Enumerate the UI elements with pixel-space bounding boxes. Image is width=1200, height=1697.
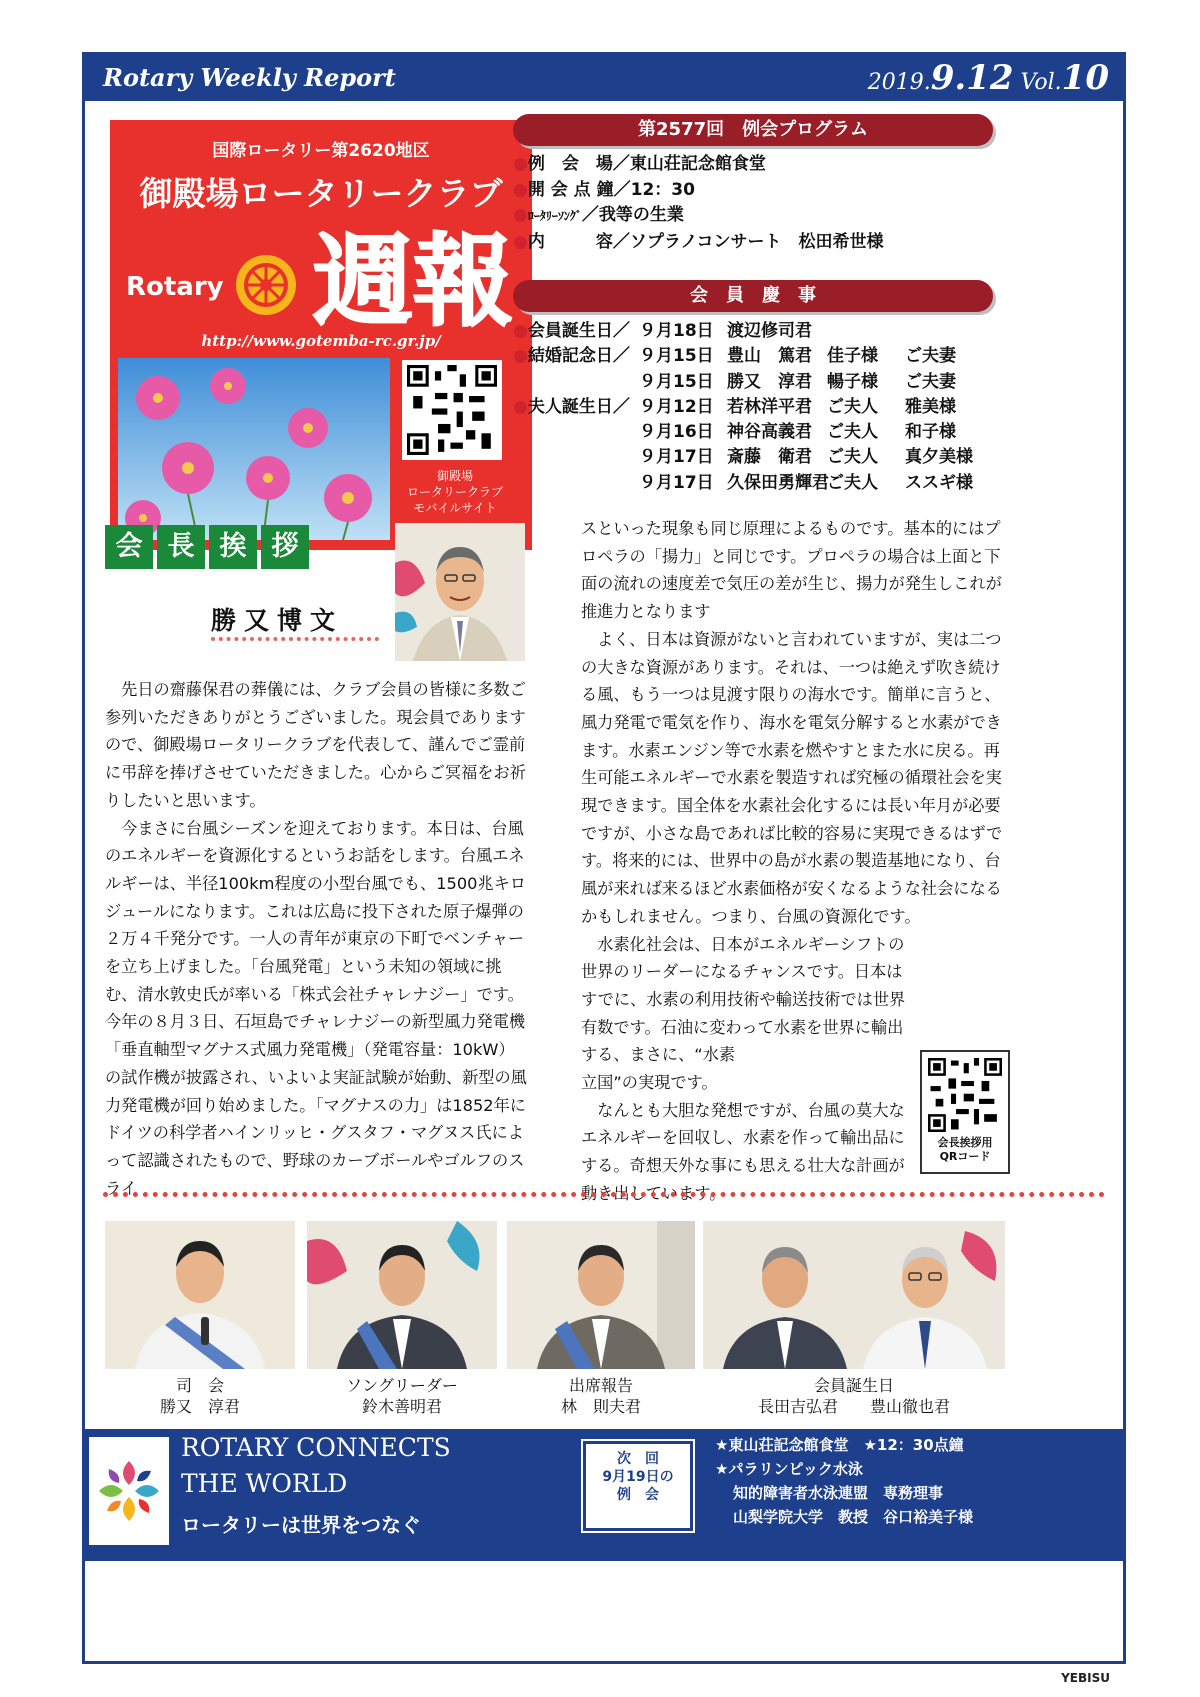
meeting-photos xyxy=(105,1221,1107,1369)
dotted-divider xyxy=(103,1192,1105,1197)
vol-label: Vol. xyxy=(1013,70,1062,95)
celebrations-title: 会 員 慶 事 xyxy=(513,280,993,312)
theme-line-1: ROTARY CONNECTS xyxy=(181,1433,451,1462)
footer xyxy=(85,1429,1123,1561)
mobile-site-qr xyxy=(402,360,502,460)
club-url[interactable]: http://www.gotemba-rc.gr.jp/ xyxy=(201,332,441,350)
president-name: 勝又博文 xyxy=(211,606,344,635)
shuho-text: 週報 xyxy=(313,222,513,330)
club-name: 御殿場ロータリークラブ xyxy=(139,174,503,213)
dotted-divider xyxy=(211,637,379,641)
theme-line-3: ロータリーは世界をつなぐ xyxy=(181,1513,421,1537)
photo-caption: 出席報告 林 則夫君 xyxy=(560,1376,641,1416)
celebration-row: ９月16日 神谷高義君 ご夫人 和子様 xyxy=(639,422,956,443)
program-row: ●開 会 点 鐘／12：30 xyxy=(513,179,695,200)
photo-attendance-report xyxy=(507,1221,695,1369)
cosmos-photo xyxy=(118,358,390,540)
theme-line-2: THE WORLD xyxy=(181,1469,348,1498)
brand-title: Rotary Weekly Report xyxy=(103,63,396,92)
next-meeting-box: 次 回 9月19日の 例 会 xyxy=(583,1441,693,1531)
photo-song-leader xyxy=(307,1221,497,1369)
masthead xyxy=(110,120,532,550)
president-text-column-1: 先日の齋藤保君の葬儀には、クラブ会員の皆様に多数ご参列いただきありがとうございました。現会員でありますので、御殿場ロータリークラブを代表して、謹んでご霊前に弔辞を捧げさせていただきました。心からご冥福をお祈りしたいと思います。 今まさに台風シーズンを迎えております。本日は、台風のエネルギーを資源化するというお話をします。台風エネルギーは、半径100km程度の小型台風でも、1500兆キロジュールになります。これは広島に投下された原子爆弾の２万４千発分です。一人の青年が東京の下町でベンチャーを立ち上げました。「台風発電」という未知の領域に挑む、清水敦史氏が率いる「株式会社チャレナジー」です。今年の８月３日、石垣島でチャレナジーの新型風力発電機「垂直軸型マグナス式風力発電機」（発電容量：10kW）の試作機が披露され、いよいよ実証試験が始動、新型の風力発電機が回り始めました。「マグナスの力」は1852年にドイツの科学者ハインリッヒ・グスタフ・マグヌス氏によって認識されたもので、野球のカーブボールやゴルフのスライ xyxy=(105,680,527,1198)
photo-caption: 会員誕生日 長田吉弘君 豊山徹也君 xyxy=(757,1376,950,1416)
program-row: ●ﾛｰﾀﾘｰｿﾝｸﾞ／我等の生業 xyxy=(513,205,684,225)
issue-year: 2019. xyxy=(867,70,931,95)
printer-mark: YEBISU xyxy=(1061,1671,1110,1685)
president-qr-caption: 会長挨拶用 QRコード xyxy=(937,1136,993,1164)
president-qr xyxy=(920,1050,1010,1174)
qr-caption: 御殿場 ロータリークラブ モバイルサイト xyxy=(406,469,503,516)
celebration-row: ●会員誕生日／ ９月18日 渡辺修司君 xyxy=(513,321,812,341)
president-text-column-2: スといった現象も同じ原理によるものです。基本的にはプロペラの「揚力」と同じです。プロペラの場合は上面と下面の流れの速度差で気圧の差が生じ、揚力が発生しこれが推進力となります よく、日本は資源がないと言われていますが、実は二つの大きな資源があります。それは、一つは絶えず吹き続ける風、もう一つは見渡す限りの海水です。簡単に言うと、風力発電で電気を作り、海水を電気分解すると水素ができます。水素エンジン等で水素を燃やすとまた水に戻る。再生可能エネルギーで水素を製造すれば究極の循環社会を実現できます。国全体を水素社会化するには長い年月が必要ですが、小さな島であれば比較的容易に実現できるはずです。将来的には、世界中の島が水素の製造基地になり、台風が来れば来るほど水素価格が安くなるような社会になるかもしれません。つまり、台風の資源化です。 水素化社会は、日本がエネルギーシフトの世界のリーダーになるチャンスです。日本はすでに、水素の利用技術や輸送技術では世界有数です。石油に変わって水素を世界に輸出する、まさに、“水素 立国”の実現です。 なんとも大胆な発想ですが、台風の莫大なエネルギーを回収し、水素を作って輸出品にする。奇想天外な事にも思える壮大な計画が動き出しています。 xyxy=(581,519,1003,1203)
header-bar xyxy=(85,55,1123,101)
photo-caption: ソングリーダー 鈴木善明君 xyxy=(346,1376,458,1416)
district-label: 国際ロータリー第2620地区 xyxy=(212,141,430,161)
rotary-wheel-icon xyxy=(233,252,299,318)
photo-emcee xyxy=(105,1221,295,1369)
celebration-row: ９月17日 久保田勇輝君 ご夫人 ススギ様 xyxy=(639,472,973,493)
shuho-title xyxy=(308,220,518,330)
photo-member-birthdays xyxy=(703,1221,1005,1369)
president-title: 会 長 挨 拶 xyxy=(105,525,309,569)
rotary-connects-logo xyxy=(89,1437,169,1545)
program-title: 第2577回 例会プログラム xyxy=(513,114,993,146)
celebration-row: ９月17日 斎藤 衛君 ご夫人 真夕美様 xyxy=(639,447,973,468)
celebration-row: ９月15日 勝又 淳君 暢子様 ご夫妻 xyxy=(639,371,956,392)
newsletter-page xyxy=(82,52,1126,1664)
vol-number: 10 xyxy=(1061,58,1109,98)
program-row: ●例 会 場／東山荘記念館食堂 xyxy=(513,154,766,174)
rotary-word: Rotary xyxy=(126,272,224,302)
program-list xyxy=(513,152,1073,255)
celebration-row: ●夫人誕生日／ ９月12日 若林洋平君 ご夫人 雅美様 xyxy=(513,396,956,417)
program-row: ●内 容／ソプラノコンサート 松田希世様 xyxy=(513,231,884,252)
president-photo xyxy=(395,523,525,661)
issue-info xyxy=(868,58,1109,98)
next-meeting-info: ★東山荘記念館食堂 ★12：30点鐘 ★パラリンピック水泳 知的障害者水泳連盟 専務理事 山梨学院大学 教授 谷口裕美子様 xyxy=(715,1436,974,1526)
issue-date: 9.12 xyxy=(930,58,1014,98)
photo-caption: 司 会 勝又 淳君 xyxy=(159,1376,240,1416)
celebrations-list xyxy=(513,319,1075,496)
celebration-row: ●結婚記念日／ ９月15日 豊山 篤君 佳子様 ご夫妻 xyxy=(513,346,956,367)
